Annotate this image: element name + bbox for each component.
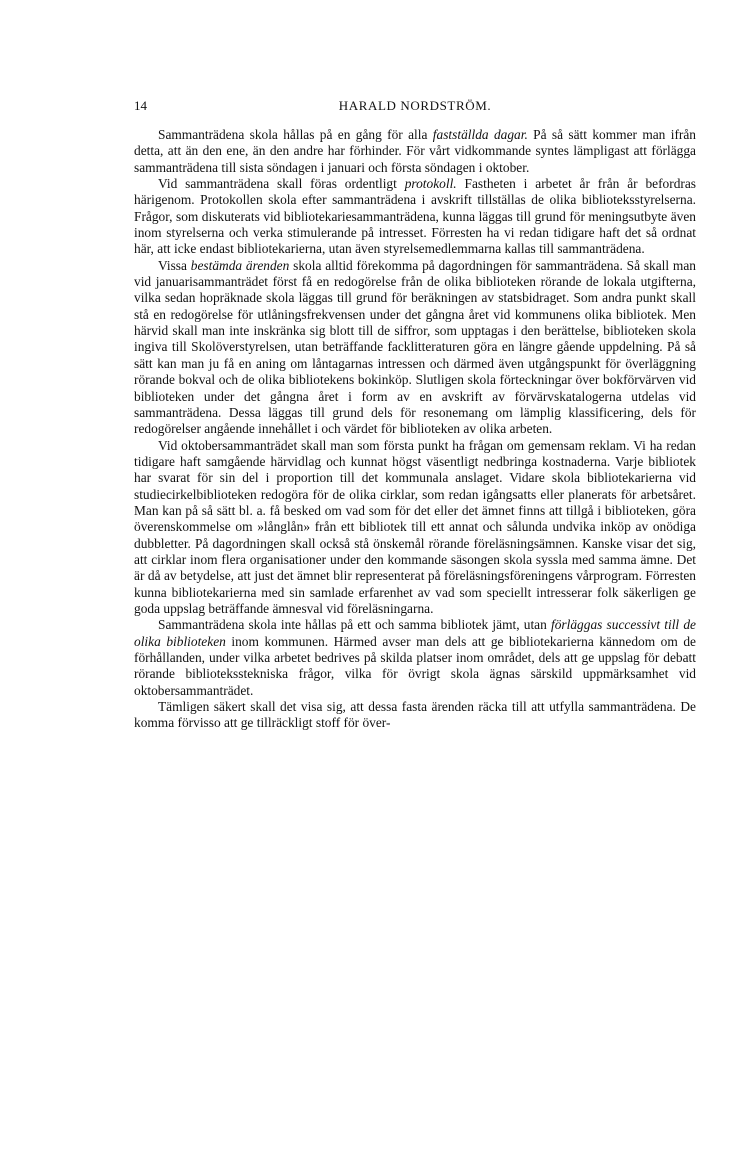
text-segment: Fastheten i arbetet år från år befordras härigenom. Protokollen skola efter sammanträdena i avskrift tillställas de olika biblioteksstyrelserna. Frågor, som diskuterats vid bibliotekariesammanträdena, kunna läggas till grund för meningsutbyte även inom styrelserna och verka stimulerande på intresset. Förresten ha vi redan tidigare haft det så ordnat här, att icke endast bibliotekarierna, utan även styrelsemedlemmarna kallas till sammanträdena.	[134, 176, 697, 257]
paragraph	[134, 438, 696, 618]
paragraph	[134, 176, 696, 258]
text-segment: skola alltid förekomma på dagordningen för sammanträdena. Så skall man vid januarisammanträdet först få en redogörelse från de olika biblioteken rörande de lokala utgifterna, vilka sedan hopräknade skola läggas till grund för beräkningen av statsbidraget. Som andra punkt skall stå en redogörelse för utlåningsfrekvensen under det gångna året vid kommunens olika bibliotek. Men härvid skall man inte inskränka sig blott till de siffror, som upptagas i den berättelse, biblioteken skola ingiva till Skolöverstyrelsen, utan beträffande facklitteraturen göra en längre gående uppdelning. På så sätt kan man ju få en aning om låntagarnas intressen och därmed även utgångspunkt för överläggning rörande bokval och de olika bibliotekens bokinköp. Slutligen skola förteckningar över bokförvärven vid biblioteken under det gångna året i form av en avskrift av förvärvskatalogerna utdelas vid sammanträdena. Dessa läggas till grund dels för resonemang om lämplig klassificering, dels för redogörelser angående innehållet i och värdet för biblioteken av olika arbeten.	[134, 257, 696, 437]
text-segment: Sammanträdena skola inte hållas på ett och samma bibliotek jämt, utan	[158, 617, 552, 633]
text-segment: Vid sammanträdena skall föras ordentligt	[158, 176, 405, 192]
text-segment: inom kommunen. Härmed avser man dels att ge bibliotekarierna kännedom om de förhållanden, under vilka arbetet bedrives på skilda platser inom området, dels att ge uppslag för debatt rörande biblioteksstekniska frågor, vilka för övrigt skola ägnas särskild uppmärksamhet vid oktobersammanträdet.	[134, 633, 696, 698]
page-number: 14	[134, 98, 147, 113]
emphasized-text: förläggas successivt till de olika biblioteken	[134, 617, 696, 649]
paragraph	[134, 617, 696, 699]
paragraph	[134, 127, 696, 176]
text-segment: Sammanträdena skola hållas på en gång för alla	[158, 127, 433, 142]
running-title: HARALD NORDSTRÖM.	[338, 98, 492, 113]
paragraph	[134, 699, 696, 732]
text-segment: Vid oktobersammanträdet skall man som första punkt ha frågan om gemensam reklam. Vi ha redan tidigare haft samgående härvidlag och kunnat högst väsentligt nedbringa kostnaderna. Varje bibliotek har svarat för sin del i proportion till det kommunala anslaget. Vidare skola bibliotekarierna vid studiecirkelbiblioteken redogöra för de olika cirklar, som redan igångsatts eller planerats för arbetsåret. Man kan på så sätt bl. a. få besked om vad som för det eller det ämnet finns att tillgå i biblioteken, göra överenskommelse om »långlån» från ett bibliotek till ett annat och sålunda undvika inköp av onödiga dubbletter. På dagordningen skall också stå önskemål rörande föreläsningsämnen. Kanske visar det sig, att cirklar inom flera organisationer under den kommande säsongen skola syssla med samma ämne. Det är då av betydelse, att just det ämnet blir representerat på föreläsningsföreningens vårprogram. Förresten kunna bibliotekarierna med sin samlade erfarenhet av vad som speciellt intresserar folk säkerligen ge goda uppslag beträffande ämnesval vid föreläsningarna.	[134, 437, 696, 616]
text-segment: På så sätt kommer man ifrån detta, att än den ene, än den andre har förhinder. För vårt vidkommande syntes lämpligast att förlägga sammanträdena till sista söndagen i januari och första söndagen i oktober.	[134, 127, 696, 175]
body-text	[134, 127, 696, 732]
page-header	[134, 97, 696, 115]
text-segment: Vissa	[158, 257, 191, 273]
emphasized-text: fastställda dagar.	[432, 127, 528, 142]
emphasized-text: protokoll.	[404, 176, 457, 192]
paragraph	[134, 258, 696, 438]
emphasized-text: bestämda ärenden	[190, 257, 290, 273]
text-segment: Tämligen säkert skall det visa sig, att dessa fasta ärenden räcka till att utfylla sammanträdena. De komma förvisso att ge tillräckligt stoff för över-	[134, 699, 696, 731]
